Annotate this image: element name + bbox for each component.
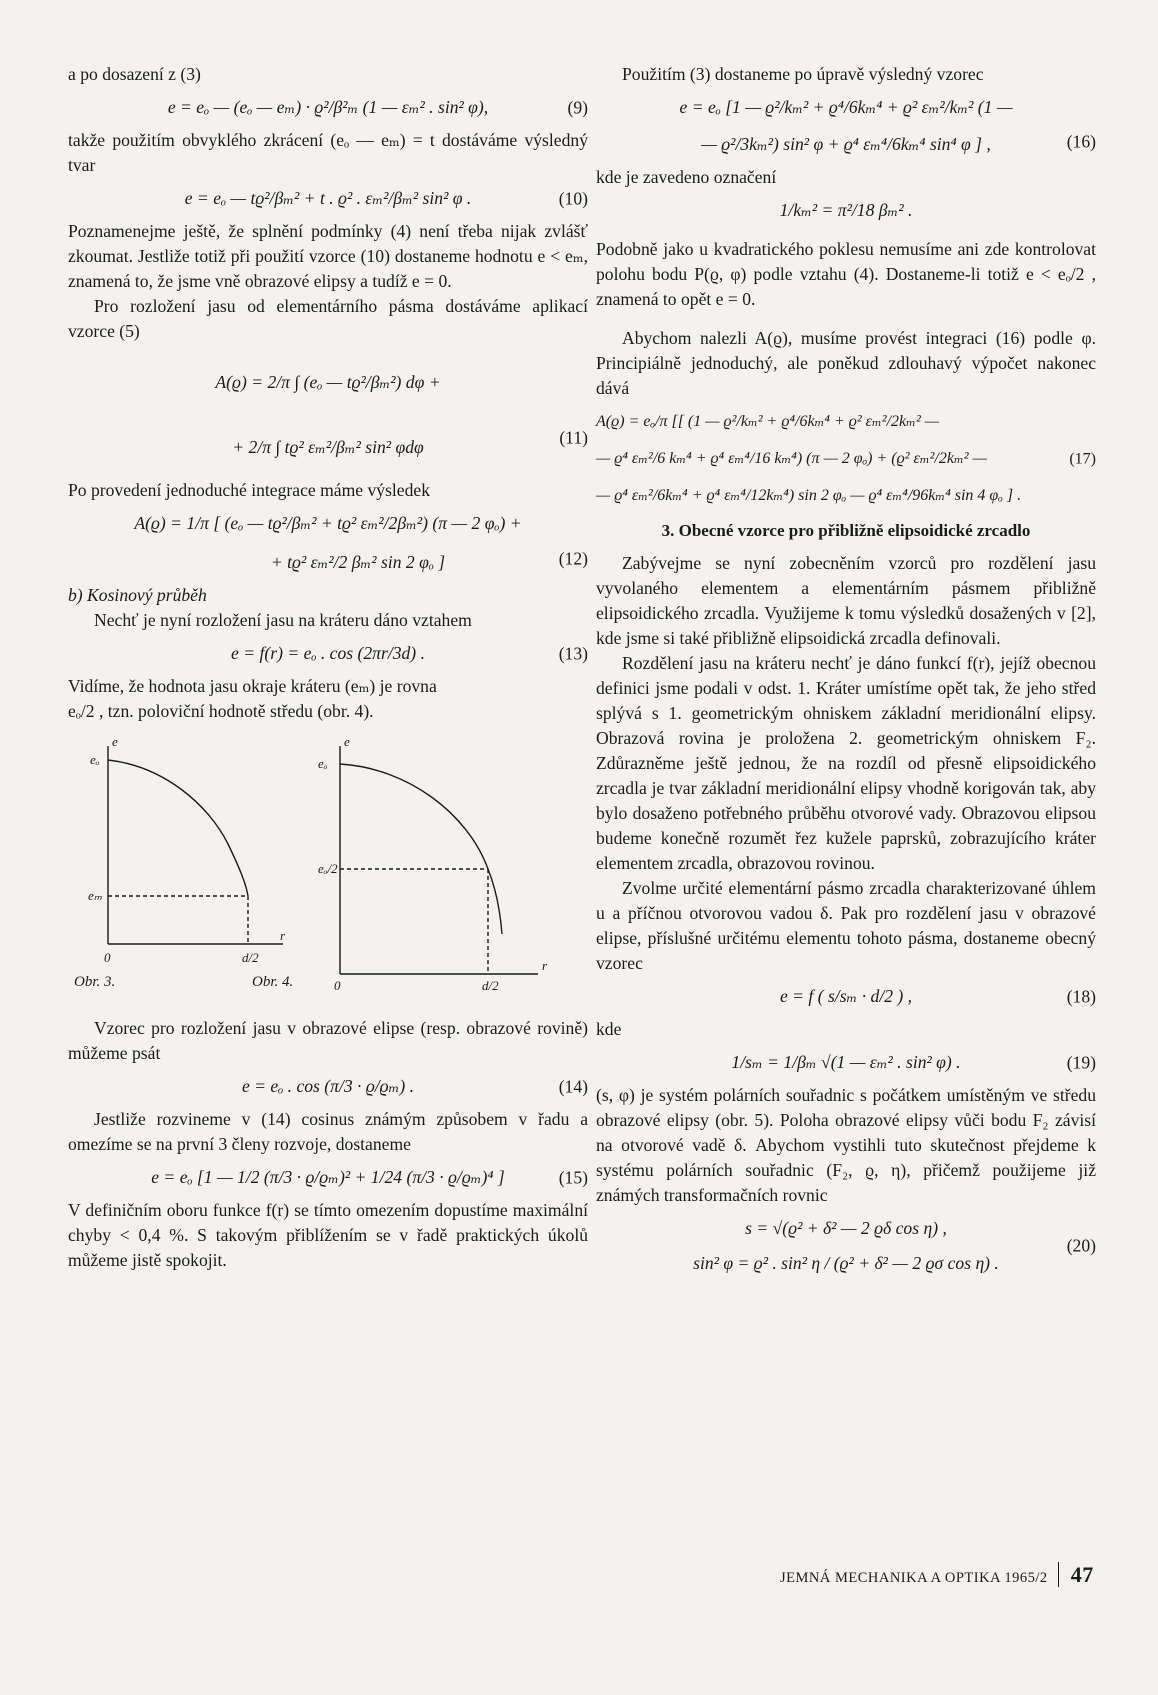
paragraph: a po dosazení z (3) <box>68 64 201 84</box>
figure-plots <box>68 734 588 994</box>
equation-17 <box>596 409 1096 508</box>
equation-text: e = f(r) = eₒ . cos (2πr/3d) . <box>231 643 425 663</box>
axis-label: r <box>280 928 286 943</box>
equation-10 <box>68 186 588 211</box>
figures-3-4 <box>68 734 588 994</box>
equation-19 <box>596 1050 1096 1075</box>
axis-label: r <box>542 958 548 973</box>
equation-line: — ϱ⁴ εₘ²/6 kₘ⁴ + ϱ⁴ εₘ⁴/16 kₘ⁴) (π — 2 φₒ) + (ϱ² εₘ²/2kₘ² — <box>596 450 987 467</box>
paragraph: kde <box>596 1019 622 1039</box>
paragraph: Použitím (3) dostaneme po úpravě výsledný vzorec <box>622 64 984 84</box>
paragraph: Vzorec pro rozložení jasu v obrazové elipse (resp. obrazové rovině) můžeme psát <box>68 1018 588 1063</box>
equation-20 <box>596 1216 1096 1276</box>
right-column <box>596 62 1096 1284</box>
equation-line: A(ϱ) = 1/π [ (eₒ — tϱ²/βₘ² + tϱ² εₘ²/2βₘ²) (π — 2 φₒ) + <box>134 513 522 533</box>
paragraph: Vidíme, že hodnota jasu okraje kráteru (eₘ) je rovna <box>68 676 437 696</box>
equation-text: e = eₒ — tϱ²/βₘ² + t . ϱ² . εₘ²/βₘ² sin² φ . <box>184 188 472 208</box>
axis-label: d/2 <box>482 978 499 993</box>
equation-number: (17) <box>1069 450 1096 467</box>
equation-text: 1/kₘ² = π²/18 βₘ² . <box>779 200 913 220</box>
paragraph: Zabývejme se nyní zobecněním vzorců pro rozdělení jasu vyvolaného elementem a elementárním pásmem přibližně elipsoidického zrcadla. Využijeme k tomu výsledků dosažených v [2], kde jsme si také přibližně elipsoidická zrcadla definovali. <box>596 553 1096 648</box>
axis-label: eₒ <box>318 756 328 771</box>
equation-12 <box>68 511 588 575</box>
equation-line: — ϱ²/3kₘ²) sin² φ + ϱ⁴ εₘ⁴/6kₘ⁴ sin⁴ φ ] , <box>701 134 991 154</box>
figure-3-caption: Obr. 3. <box>74 974 116 990</box>
paragraph: takže použitím obvyklého zkrácení (eₒ — eₘ) = t dostáváme výsledný tvar <box>68 130 588 175</box>
axis-label: d/2 <box>242 950 259 965</box>
journal-name: JEMNÁ MECHANIKA A OPTIKA 1965/2 <box>780 1570 1048 1586</box>
figure-4-plot <box>340 746 538 974</box>
paragraph: Nechť je nyní rozložení jasu na kráteru dáno vztahem <box>94 610 472 630</box>
equation-line: sin² φ = ϱ² . sin² η / (ϱ² + δ² — 2 ϱσ cos η) . <box>693 1253 999 1273</box>
axis-label: eₒ/2 <box>318 861 338 876</box>
equation-number: (16) <box>1066 131 1096 151</box>
paragraph: Abychom nalezli A(ϱ), musíme provést integraci (16) podle φ. Principiálně jednoduchý, ale poněkud zdlouhavý výpočet nakonec dává <box>596 328 1096 398</box>
equation-number: (19) <box>1066 1052 1096 1072</box>
equation-line: — ϱ⁴ εₘ²/6kₘ⁴ + ϱ⁴ εₘ⁴/12kₘ⁴) sin 2 φₒ — ϱ⁴ εₘ⁴/96kₘ⁴ sin 4 φₒ ] . <box>596 487 1022 504</box>
paragraph: kde je zavedeno označení <box>596 167 777 187</box>
equation-line: + 2/π ∫ tϱ² εₘ²/βₘ² sin² φdφ <box>232 437 424 457</box>
axis-label: eₘ <box>88 888 102 903</box>
equation-number: (14) <box>558 1076 588 1096</box>
equation-number: (15) <box>558 1167 588 1187</box>
section-heading: 3. Obecné vzorce pro přibližně elipsoidické zrcadlo <box>661 521 1031 540</box>
equation-line: e = eₒ [1 — ϱ²/kₘ² + ϱ⁴/6kₘ⁴ + ϱ² εₘ²/kₘ² (1 — <box>679 97 1013 117</box>
paragraph: Rozdělení jasu na kráteru nechť je dáno funkcí f(r), jejíž obecnou definici jsme podali v odst. 1. Kráter umístíme opět tak, že jeho střed splývá s 1. geometrickým ohniskem základní meridionální elipsy. Obrazová rovina je proložena 2. geometrickým ohniskem F₂. Zdůrazněme ještě jednou, že na rozdíl od přesně elipsoidického zrcadla je tvar základní meridionální elipsy vhodně korigován tak, aby bylo dosaženo potřebného průběhu otvorové vady. Obrazovou elipsou budeme konečně rozumět řez kužele paprsků, zobrazujícího kráter elementem zrcadla, obrazovou rovinou. <box>596 653 1096 873</box>
left-column <box>68 62 588 1273</box>
equation-km <box>596 198 1096 223</box>
axis-label: 0 <box>334 978 341 993</box>
equation-11 <box>68 370 588 460</box>
axis-label: e <box>344 734 350 749</box>
equation-text: e = eₒ [1 — 1/2 (π/3 · ϱ/ϱₘ)² + 1/24 (π/3 · ϱ/ϱₘ)⁴ ] <box>151 1167 505 1187</box>
equation-number: (13) <box>558 643 588 663</box>
paragraph: Podobně jako u kvadratického poklesu nemusíme ani zde kontrolovat polohu bodu P(ϱ, φ) podle vztahu (4). Dostaneme-li totiž e < eₒ/2 , znamená to opět e = 0. <box>596 239 1096 309</box>
curve <box>108 760 248 896</box>
equation-18 <box>596 984 1096 1009</box>
figure-3-plot <box>108 746 283 944</box>
equation-13 <box>68 641 588 666</box>
equation-text: e = eₒ — (eₒ — eₘ) · ϱ²/β²ₘ (1 — εₘ² . sin² φ), <box>167 97 489 117</box>
equation-line: A(ϱ) = 2/π ∫ (eₒ — tϱ²/βₘ²) dφ + <box>215 372 441 392</box>
paragraph: Jestliže rozvineme v (14) cosinus známým způsobem v řadu a omezíme se na první 3 členy rozvoje, dostaneme <box>68 1109 588 1154</box>
figure-4-caption: Obr. 4. <box>252 974 294 990</box>
equation-line: A(ϱ) = eₒ/π [[ (1 — ϱ²/kₘ² + ϱ⁴/6kₘ⁴ + ϱ² εₘ²/2kₘ² — <box>596 413 939 430</box>
paragraph: (s, φ) je systém polárních souřadnic s počátkem umístěným ve středu obrazové elipsy (obr. 5). Poloha obrazové elipsy vůči bodu F₂ závisí na otvorové vadě δ. Abychom vystihli tuto skutečnost přejdeme k systému polárních souřadnic (F₂, ϱ, η), přičemž použijeme již známých transformačních rovnic <box>596 1085 1096 1205</box>
axis-label: eₒ <box>90 752 100 767</box>
equation-15 <box>68 1165 588 1190</box>
equation-number: (9) <box>567 97 588 117</box>
equation-number: (10) <box>558 188 588 208</box>
subsection-heading: b) Kosinový průběh <box>68 585 207 605</box>
equation-number: (12) <box>558 548 588 569</box>
paragraph: Poznamenejme ještě, že splnění podmínky (4) není třeba nijak zvlášť zkoumat. Jestliže totiž při použití vzorce (10) dostaneme hodnotu e < eₘ, znamená to, že jsme vně obrazové elipsy a tudíž e = 0. <box>68 221 588 291</box>
equation-number: (18) <box>1066 986 1096 1006</box>
paragraph: Po provedení jednoduché integrace máme výsledek <box>68 480 431 500</box>
paragraph: V definičním oboru funkce f(r) se tímto omezením dopustíme maximální chyby < 0,4 %. S takovým přiblížením se v řadě praktických úkolů můžeme jistě spokojit. <box>68 1200 588 1270</box>
axis-label: e <box>112 734 118 749</box>
page-number: 47 <box>1058 1562 1094 1587</box>
paragraph: Pro rozložení jasu od elementárního pásma dostáváme aplikací vzorce (5) <box>68 296 588 341</box>
equation-14 <box>68 1074 588 1099</box>
equation-text: e = f ( s/sₘ · d/2 ) , <box>779 986 913 1006</box>
equation-16 <box>596 95 1096 157</box>
equation-line: + tϱ² εₘ²/2 βₘ² sin 2 φₒ ] <box>270 552 446 572</box>
equation-text: 1/sₘ = 1/βₘ √(1 — εₘ² . sin² φ) . <box>731 1052 961 1072</box>
paragraph: Zvolme určité elementární pásmo zrcadla charakterizované úhlem u a příčnou otvorovou vadou δ. Pak pro rozdělení jasu v obrazové elipse, příslušné určitému elementu tohoto pásma, dostaneme obecný vzorec <box>596 878 1096 973</box>
equation-text: e = eₒ . cos (π/3 · ϱ/ϱₘ) . <box>241 1076 415 1096</box>
equation-9 <box>68 95 588 120</box>
equation-line: s = √(ϱ² + δ² — 2 ϱδ cos η) , <box>745 1218 947 1238</box>
curve <box>340 764 502 934</box>
page-footer <box>780 1562 1094 1588</box>
equation-number: (20) <box>1066 1235 1096 1256</box>
paragraph: eₒ/2 , tzn. poloviční hodnotě středu (obr. 4). <box>68 701 374 721</box>
equation-number: (11) <box>559 427 588 447</box>
axis-label: 0 <box>104 950 111 965</box>
